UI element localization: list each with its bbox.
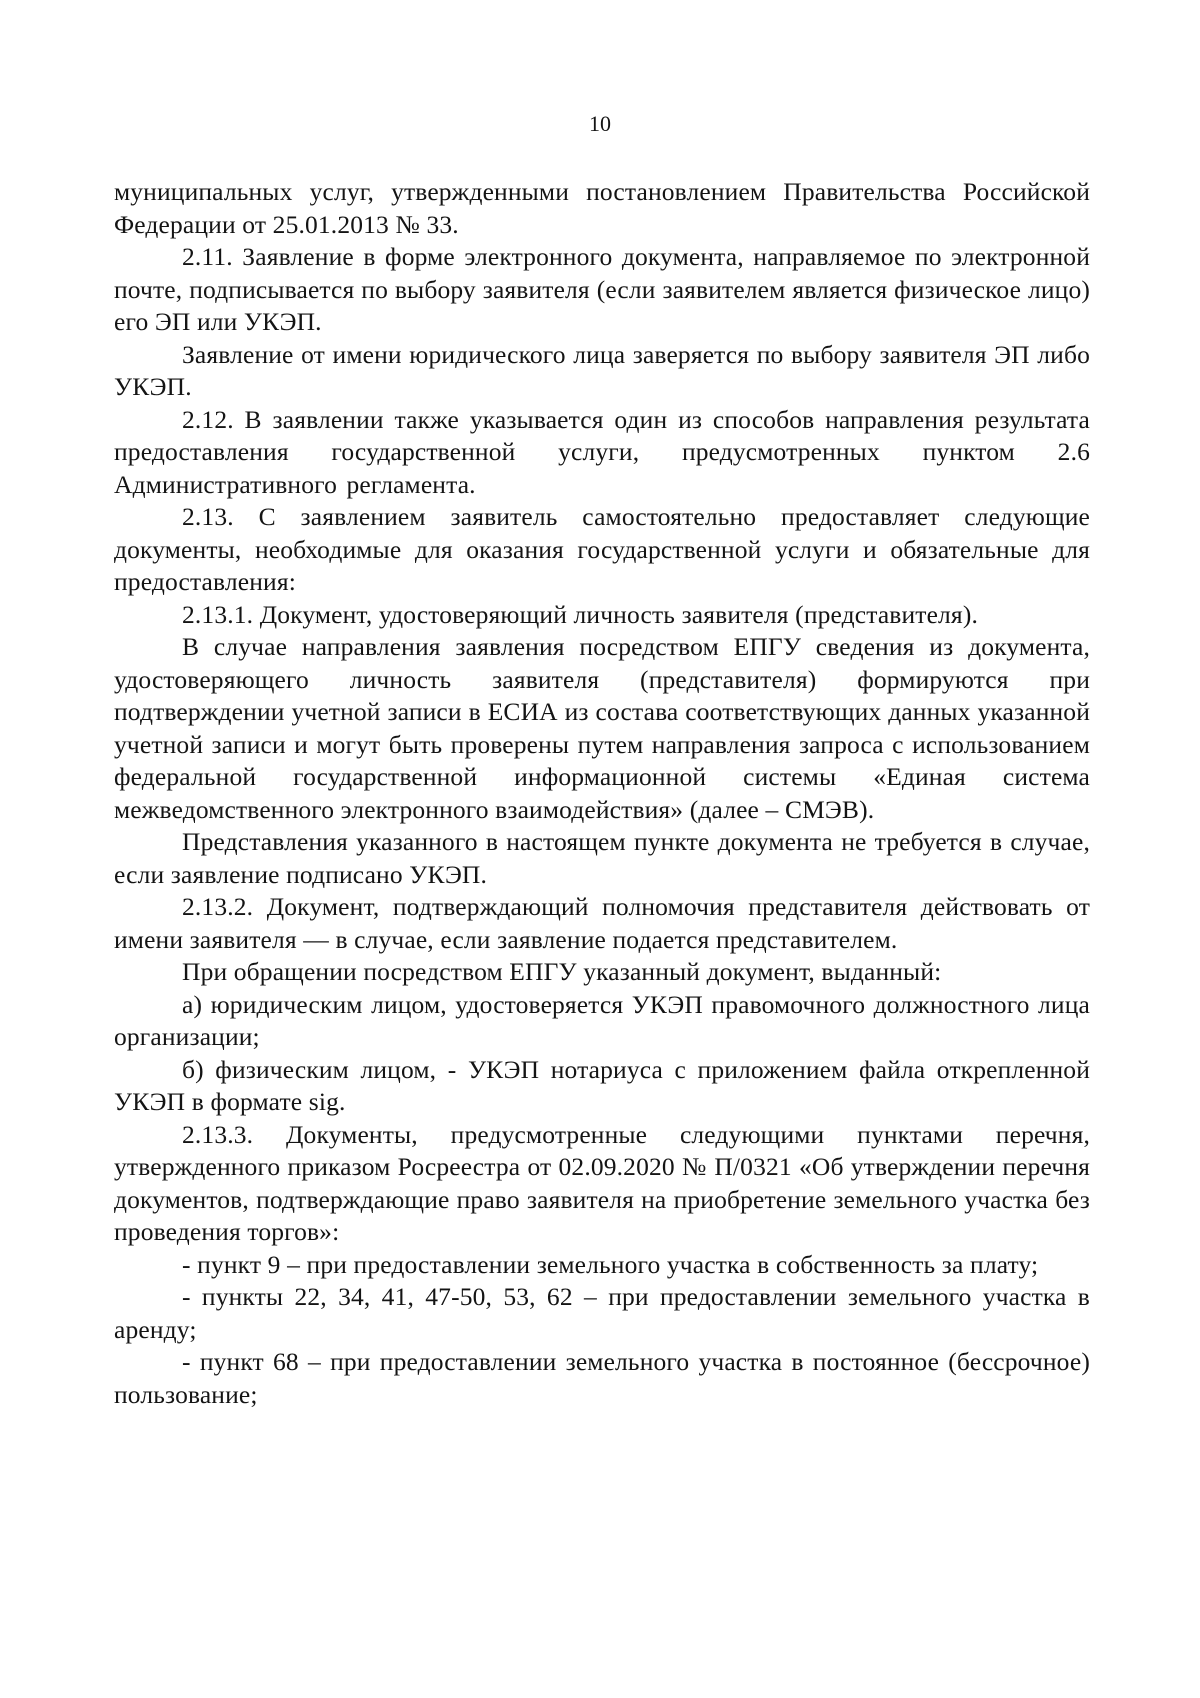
paragraph-2-13-2: 2.13.2. Документ, подтверждающий полномочия представителя действовать от имени заявителя — в случае, если заявление подается представителем. (114, 892, 1090, 954)
paragraph-epgu-document: При обращении посредством ЕПГУ указанный документ, выданный: (182, 957, 942, 986)
paragraph-2-13: 2.13. С заявлением заявитель самостоятельно предоставляет следующие документы, необходимые для оказания государственной услуги и обязательные для предоставления: (114, 502, 1090, 596)
document-body (114, 176, 1090, 1411)
paragraph-epgu-identity: В случае направления заявления посредством ЕПГУ сведения из документа, удостоверяющего личность заявителя (представителя) формируются при подтверждении учетной записи в ЕСИА из состава соответствующих данных указанной учетной записи и могут быть проверены путем направления запроса с использованием федеральной государственной информационной системы «Единая система межведомственного электронного взаимодействия» (далее – СМЭВ). (114, 632, 1090, 824)
paragraph-not-required: Представления указанного в настоящем пункте документа не требуется в случае, если заявление подписано УКЭП. (114, 827, 1090, 889)
paragraph-2-12: 2.12. В заявлении также указывается один из способов направления результата предоставления государственной услуги, предусмотренных пунктом 2.6 Административного регламента. (114, 404, 1090, 499)
paragraph-2-13-1: 2.13.1. Документ, удостоверяющий личность заявителя (представителя). (182, 599, 978, 629)
list-item-ownership: - пункт 9 – при предоставлении земельного участка в собственность за плату; (182, 1249, 1039, 1279)
paragraph-continuation: муниципальных услуг, утвержденными постановлением Правительства Российской Федерации от 25.01.2013 № 33. (114, 177, 1090, 239)
page-number: 10 (589, 111, 611, 136)
paragraph-item-b: б) физическим лицом, - УКЭП нотариуса с приложением файла открепленной УКЭП в формате sig. (114, 1054, 1090, 1116)
list-item-lease: - пункты 22, 34, 41, 47-50, 53, 62 – при предоставлении земельного участка в аренду; (114, 1282, 1090, 1344)
paragraph-item-a: а) юридическим лицом, удостоверяется УКЭП правомочного должностного лица организации; (114, 989, 1090, 1051)
paragraph-2-11: 2.11. Заявление в форме электронного документа, направляемое по электронной почте, подписывается по выбору заявителя (если заявителем является физическое лицо) его ЭП или УКЭП. (114, 242, 1090, 336)
paragraph-legal-entity-signature: Заявление от имени юридического лица заверяется по выбору заявителя ЭП либо УКЭП. (114, 339, 1090, 401)
list-item-permanent-use: - пункт 68 – при предоставлении земельного участка в постоянное (бессрочное) пользование; (114, 1347, 1090, 1409)
paragraph-2-13-3: 2.13.3. Документы, предусмотренные следующими пунктами перечня, утвержденного приказом Росреестра от 02.09.2020 № П/0321 «Об утверждении перечня документов, подтверждающие право заявителя на приобретение земельного участка без проведения торгов»: (114, 1119, 1090, 1246)
